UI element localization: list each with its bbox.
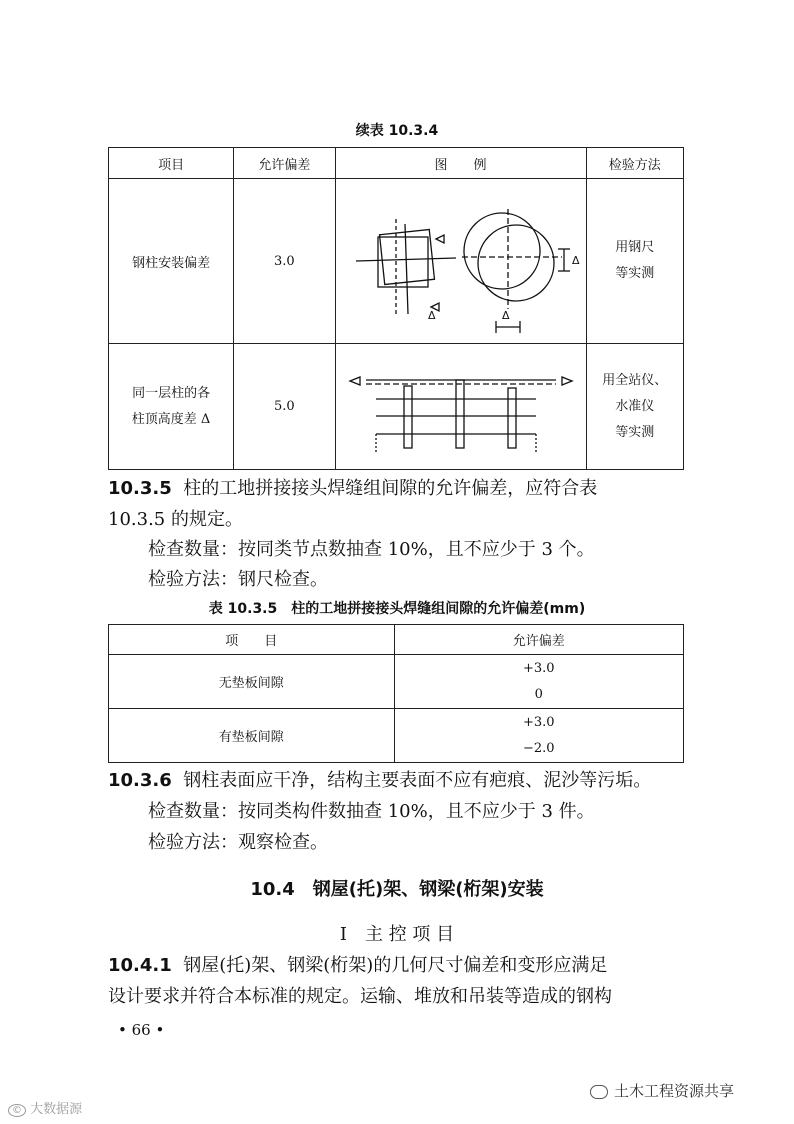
row-tolerance: 5.0 — [234, 344, 335, 470]
column-height-figure — [335, 344, 586, 470]
item-line: 同一层柱的各 — [132, 385, 211, 401]
clause-number: 10.3.6 — [108, 770, 172, 791]
clause-number: 10.4.1 — [108, 955, 172, 976]
table-header-row — [109, 625, 684, 655]
method-line: 用钢尺 — [615, 240, 655, 255]
watermark-right — [590, 1080, 734, 1101]
row-values — [394, 709, 684, 763]
inspection-quantity: 检查数量：按同类节点数抽查 10%，且不应少于 3 个。 — [148, 539, 595, 560]
value-lower: −2.0 — [522, 740, 555, 756]
clause-text: 柱的工地拼接接头焊缝组间隙的允许偏差，应符合表 — [183, 478, 598, 499]
method-line: 水准仪 — [615, 398, 655, 414]
header-figure: 图 例 — [335, 148, 586, 179]
row-item: 钢柱安装偏差 — [109, 179, 234, 344]
table-caption: 表 10.3.5 柱的工地拼接接头焊缝组间隙的允许偏差(mm) — [208, 601, 586, 617]
row-item: 无垫板间隙 — [109, 655, 395, 709]
watermark-left — [8, 1098, 82, 1117]
watermark-right-text: 土木工程资源共享 — [614, 1082, 735, 1100]
header-item: 项 目 — [109, 625, 395, 655]
table-header-row — [109, 148, 684, 179]
method-line: 用全站仪、 — [602, 372, 668, 388]
value-upper: +3.0 — [522, 714, 555, 730]
row-method — [586, 344, 683, 470]
svg-text:Δ: Δ — [501, 309, 510, 322]
column-height-diagram — [336, 344, 586, 469]
header-tolerance: 允许偏差 — [234, 148, 335, 179]
header-method: 检验方法 — [586, 148, 683, 179]
header-tolerance: 允许偏差 — [394, 625, 684, 655]
row-item: 有垫板间隙 — [109, 709, 395, 763]
column-offset-diagram — [336, 179, 586, 343]
value-lower: 0 — [534, 686, 543, 702]
wechat-icon — [590, 1085, 608, 1099]
row-values — [394, 655, 684, 709]
row-item — [109, 344, 234, 470]
section-heading: 10.4 钢屋(托)架、钢梁(桁架)安装 — [250, 879, 544, 900]
tolerance-table-10-3-5 — [108, 624, 684, 763]
clause-10-4-1 — [108, 954, 708, 978]
clause-text-continued: 10.3.5 的规定。 — [108, 509, 243, 530]
row-tolerance: 3.0 — [234, 179, 335, 344]
value-upper: +3.0 — [522, 660, 555, 676]
table-row — [109, 709, 684, 763]
table-row — [109, 655, 684, 709]
column-offset-figure — [335, 179, 586, 344]
inspection-method: 检验方法：观察检查。 — [148, 832, 328, 853]
method-line: 等实测 — [615, 424, 655, 440]
page-number: • 66 • — [118, 1021, 165, 1039]
item-line: 柱顶高度差 Δ — [131, 411, 211, 427]
svg-text:Δ: Δ — [571, 254, 580, 267]
clause-text: 钢屋(托)架、钢梁(桁架)的几何尺寸偏差和变形应满足 — [183, 955, 608, 976]
section-subheading: Ⅰ 主 控 项 目 — [339, 924, 455, 945]
clause-text: 钢柱表面应干净，结构主要表面不应有疤痕、泥沙等污垢。 — [183, 770, 652, 791]
table-caption: 续表 10.3.4 — [355, 123, 439, 139]
clause-number: 10.3.5 — [108, 478, 172, 499]
table-row — [109, 179, 684, 344]
inspection-quantity: 检查数量：按同类构件数抽查 10%，且不应少于 3 件。 — [148, 801, 595, 822]
svg-text:Δ: Δ — [427, 309, 436, 322]
tolerance-table-10-3-4 — [108, 147, 684, 470]
clause-text-continued: 设计要求并符合本标准的规定。运输、堆放和吊装等造成的钢构 — [108, 986, 612, 1007]
header-item: 项目 — [109, 148, 234, 179]
clause-10-3-5 — [108, 477, 688, 501]
clause-10-3-6 — [108, 769, 708, 793]
watermark-left-text: 大数据源 — [30, 1102, 83, 1117]
row-method — [586, 179, 683, 344]
method-line: 等实测 — [615, 266, 655, 281]
table-row — [109, 344, 684, 470]
watermark-logo-icon: © — [8, 1104, 26, 1117]
inspection-method: 检验方法：钢尺检查。 — [148, 569, 328, 590]
